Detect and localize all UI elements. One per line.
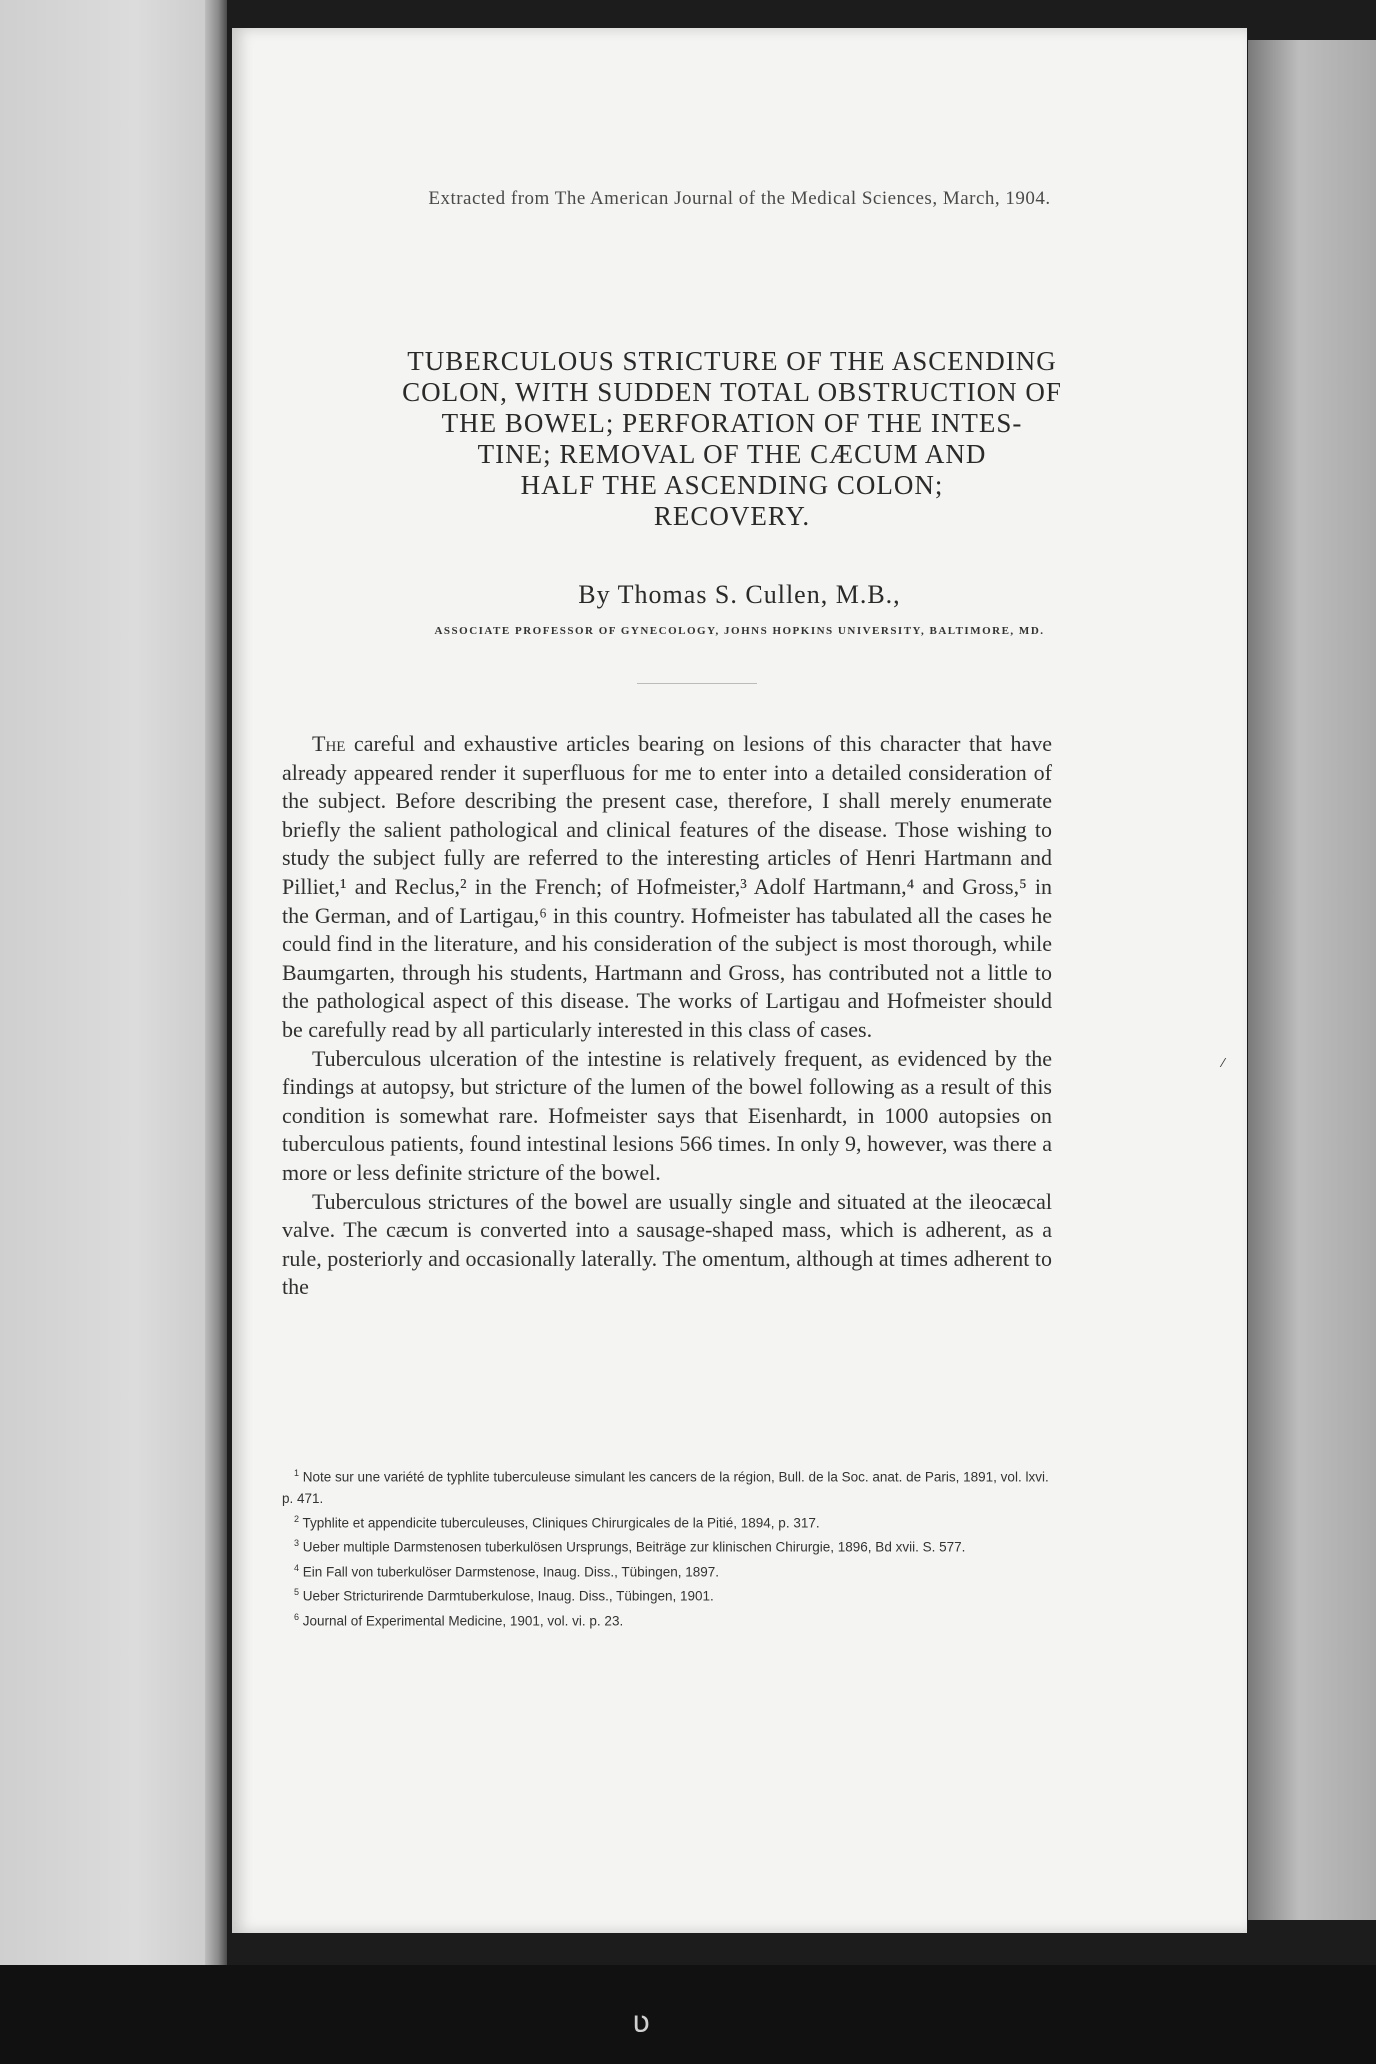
title-line: HALF THE ASCENDING COLON; (520, 470, 944, 500)
footnote: $^6$ Journal of Experimental Medicine, 1901, vol. vi. p. 23. (294, 1611, 624, 1628)
author-byline: By Thomas S. Cullen, M.B., (578, 580, 901, 609)
handwritten-mark: ʋ (632, 2005, 650, 2040)
document-page (232, 28, 1247, 1933)
footnote: $^1$ Note sur une variété de typhlite tuberculeuse simulant les cancers de la région, Bull. de la Soc. anat. de Paris, 1891, vol. lxvi. p. 471. (282, 1468, 1049, 1506)
footnote: $^5$ Ueber Stricturirende Darmtuberkulose, Inaug. Diss., Tübingen, 1901. (294, 1587, 714, 1604)
footnote: $^4$ Ein Fall von tuberkulöser Darmstenose, Inaug. Diss., Tübingen, 1897. (294, 1562, 720, 1579)
article-body (282, 730, 1052, 1302)
section-divider (637, 683, 757, 684)
paragraph-lead: The (312, 731, 346, 756)
footnotes (282, 1463, 1052, 1631)
body-paragraph: Tuberculous strictures of the bowel are usually single and situated at the ileocæcal valve. The cæcum is converted into a sausage-shaped mass, which is adherent, as a rule, posteriorly and occasionally laterally. The omentum, although at times adherent to the (282, 1188, 1052, 1300)
title-line: COLON, WITH SUDDEN TOTAL OBSTRUCTION OF (402, 377, 1062, 407)
article-title (292, 346, 1172, 532)
body-paragraph: The careful and exhaustive articles bearing on lesions of this character that have already appeared render it superfluous for me to enter into a detailed consideration of the subject. Before describing the present case, therefore, I shall merely enumerate briefly the salient pathological and clinical features of the disease. Those wishing to study the subject fully are referred to the interesting articles of Henri Hartmann and Pilliet,¹ and Reclus,² in the French; of Hofmeister,³ Adolf Hartmann,⁴ and Gross,⁵ in the German, and of Lartigau,⁶ in this country. Hofmeister has tabulated all the cases he could find in the literature, and his consideration of the subject is most thorough, while Baumgarten, through his students, Hartmann and Gross, has contributed not a little to the pathological aspect of this disease. The works of Lartigau and Hofmeister should be carefully read by all particularly interested in this class of cases. (282, 731, 1052, 1042)
right-book-cover (1248, 40, 1376, 1920)
title-line: TINE; REMOVAL OF THE CÆCUM AND (477, 439, 987, 469)
title-line: RECOVERY. (653, 501, 811, 531)
book-spine-shadow (205, 0, 227, 1965)
left-book-cover (0, 0, 225, 1965)
footnote: $^3$ Ueber multiple Darmstenosen tuberkulösen Ursprungs, Beiträge zur klinischen Chirurgie, 1896, Bd xvii. S. 577. (294, 1538, 966, 1555)
title-line: THE BOWEL; PERFORATION OF THE INTES- (441, 408, 1023, 438)
author-affiliation: ASSOCIATE PROFESSOR OF GYNECOLOGY, JOHNS HOPKINS UNIVERSITY, BALTIMORE, MD. (434, 625, 1045, 637)
scan-bottom-edge (0, 1965, 1376, 2064)
running-head: Extracted from The American Journal of the Medical Sciences, March, 1904. (428, 188, 1051, 209)
title-line: TUBERCULOUS STRICTURE OF THE ASCENDING (407, 346, 1057, 376)
footnote: $^2$ Typhlite et appendicite tuberculeuses, Cliniques Chirurgicales de la Pitié, 1894, p. 317. (294, 1513, 820, 1530)
body-paragraph: Tuberculous ulceration of the intestine is relatively frequent, as evidenced by the findings at autopsy, but stricture of the lumen of the bowel following as a result of this condition is somewhat rare. Hofmeister says that Eisenhardt, in 1000 autopsies on tuberculous patients, found intestinal lesions 566 times. In only 9, however, was there a more or less definite stricture of the bowel. (282, 1045, 1052, 1185)
margin-mark: ⁄ (1222, 1056, 1225, 1070)
